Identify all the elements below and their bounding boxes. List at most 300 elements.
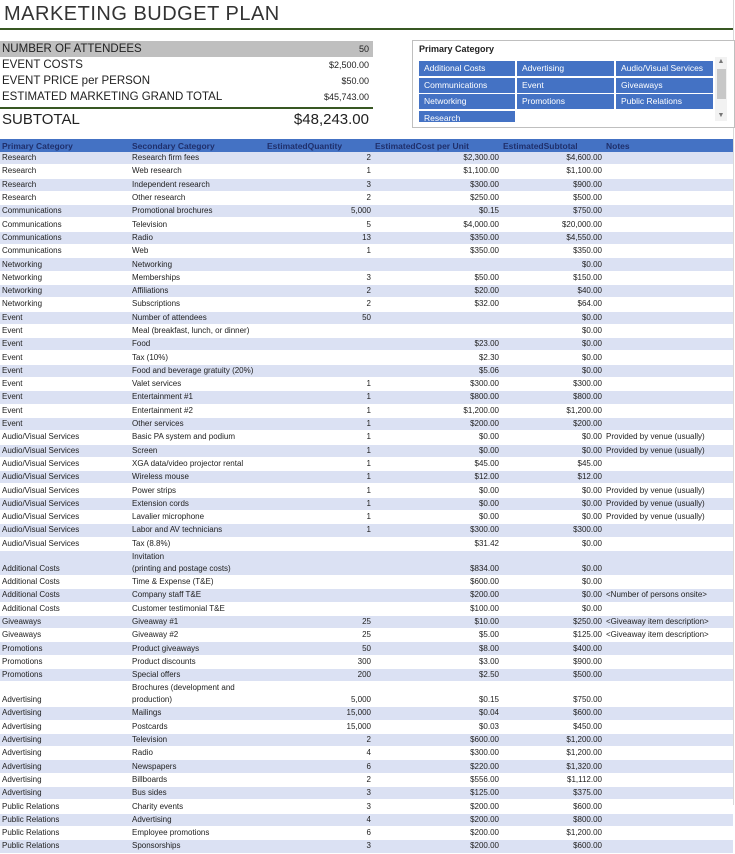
table-cell[interactable]: Television [130, 733, 265, 746]
table-cell[interactable]: 1 [265, 524, 373, 537]
table-cell[interactable]: $2.50 [373, 668, 501, 681]
table-cell[interactable]: Other research [130, 191, 265, 204]
table-cell[interactable]: $450.00 [501, 720, 604, 733]
table-cell[interactable]: Networking [0, 258, 130, 271]
table-cell[interactable]: Audio/Visual Services [0, 524, 130, 537]
table-cell[interactable]: Mailings [130, 707, 265, 720]
table-cell[interactable]: $125.00 [373, 787, 501, 800]
table-cell[interactable]: Tax (8.8%) [130, 537, 265, 550]
table-cell[interactable]: $5.00 [373, 629, 501, 642]
table-cell[interactable]: 3 [265, 271, 373, 284]
table-cell[interactable]: Employee promotions [130, 826, 265, 839]
table-cell[interactable]: Entertainment #2 [130, 404, 265, 417]
table-cell[interactable] [265, 589, 373, 602]
table-cell[interactable]: 1 [265, 431, 373, 444]
table-cell[interactable] [604, 813, 733, 826]
table-cell[interactable]: Giveaway #1 [130, 615, 265, 628]
table-cell[interactable]: $350.00 [373, 231, 501, 244]
table-cell[interactable] [604, 773, 733, 786]
slicer-item[interactable]: Additional Costs [419, 61, 515, 76]
table-cell[interactable] [604, 205, 733, 218]
table-cell[interactable] [604, 787, 733, 800]
table-cell[interactable]: $0.00 [501, 497, 604, 510]
table-cell[interactable]: $300.00 [501, 378, 604, 391]
table-cell[interactable]: <Number of persons onsite> [604, 589, 733, 602]
table-cell[interactable] [604, 191, 733, 204]
table-cell[interactable]: Lavalier microphone [130, 511, 265, 524]
table-cell[interactable]: $1,200.00 [501, 733, 604, 746]
table-cell[interactable]: Billboards [130, 773, 265, 786]
table-cell[interactable]: Television [130, 218, 265, 231]
table-cell[interactable]: Audio/Visual Services [0, 497, 130, 510]
table-cell[interactable]: Research [0, 191, 130, 204]
table-cell[interactable]: 1 [265, 165, 373, 178]
table-cell[interactable]: 1 [265, 484, 373, 497]
table-cell[interactable]: Public Relations [0, 813, 130, 826]
table-cell[interactable]: $200.00 [373, 589, 501, 602]
table-cell[interactable]: Advertising [130, 813, 265, 826]
table-cell[interactable]: Promotions [0, 642, 130, 655]
table-cell[interactable]: Event [0, 378, 130, 391]
table-cell[interactable]: Public Relations [0, 800, 130, 813]
table-cell[interactable]: Number of attendees [130, 311, 265, 324]
table-cell[interactable]: Public Relations [0, 840, 130, 853]
table-cell[interactable]: Audio/Visual Services [0, 431, 130, 444]
table-cell[interactable] [604, 720, 733, 733]
table-cell[interactable]: $0.00 [373, 444, 501, 457]
table-cell[interactable]: Company staff T&E [130, 589, 265, 602]
table-cell[interactable] [604, 152, 733, 165]
table-cell[interactable]: Audio/Visual Services [0, 471, 130, 484]
table-cell[interactable]: $375.00 [501, 787, 604, 800]
table-cell[interactable]: <Giveaway item description> [604, 615, 733, 628]
table-cell[interactable]: Advertising [0, 707, 130, 720]
table-cell[interactable]: $800.00 [501, 813, 604, 826]
table-cell[interactable]: $300.00 [373, 747, 501, 760]
table-cell[interactable]: Advertising [0, 682, 130, 707]
table-cell[interactable] [604, 338, 733, 351]
table-cell[interactable]: Brochures (development and production) [130, 682, 265, 707]
table-cell[interactable]: $200.00 [373, 840, 501, 853]
table-cell[interactable] [265, 575, 373, 588]
table-cell[interactable]: Additional Costs [0, 589, 130, 602]
column-header[interactable]: EstimatedCost per Unit [373, 139, 501, 152]
table-cell[interactable]: 2 [265, 191, 373, 204]
table-cell[interactable] [265, 351, 373, 364]
attendees-value[interactable]: 50 [358, 44, 369, 54]
slicer-item[interactable]: Advertising [517, 61, 614, 76]
table-cell[interactable]: Communications [0, 218, 130, 231]
table-cell[interactable]: $150.00 [501, 271, 604, 284]
slicer-item[interactable]: Event [517, 78, 614, 93]
table-cell[interactable] [604, 457, 733, 470]
table-cell[interactable]: Other services [130, 417, 265, 430]
table-cell[interactable]: Postcards [130, 720, 265, 733]
table-cell[interactable] [604, 655, 733, 668]
table-cell[interactable]: $1,200.00 [501, 826, 604, 839]
table-cell[interactable]: 1 [265, 404, 373, 417]
table-cell[interactable]: Research [0, 165, 130, 178]
slicer-scroll-thumb[interactable] [717, 69, 726, 99]
table-cell[interactable]: $12.00 [501, 471, 604, 484]
table-cell[interactable]: $750.00 [501, 205, 604, 218]
table-cell[interactable]: $300.00 [501, 524, 604, 537]
table-cell[interactable]: $125.00 [501, 629, 604, 642]
table-cell[interactable]: $0.15 [373, 682, 501, 707]
table-cell[interactable]: $20.00 [373, 284, 501, 297]
table-cell[interactable]: Promotions [0, 655, 130, 668]
table-cell[interactable] [604, 800, 733, 813]
table-cell[interactable]: $4,550.00 [501, 231, 604, 244]
table-cell[interactable]: Audio/Visual Services [0, 444, 130, 457]
table-cell[interactable]: Product discounts [130, 655, 265, 668]
table-cell[interactable] [604, 298, 733, 311]
table-cell[interactable]: XGA data/video projector rental [130, 457, 265, 470]
table-cell[interactable]: $45.00 [373, 457, 501, 470]
table-cell[interactable] [604, 417, 733, 430]
table-cell[interactable] [373, 311, 501, 324]
table-cell[interactable]: $100.00 [373, 602, 501, 615]
table-cell[interactable] [604, 271, 733, 284]
table-cell[interactable]: 50 [265, 642, 373, 655]
table-cell[interactable]: 4 [265, 747, 373, 760]
table-cell[interactable] [604, 284, 733, 297]
table-cell[interactable]: $800.00 [501, 391, 604, 404]
table-cell[interactable]: $200.00 [373, 813, 501, 826]
table-cell[interactable]: Valet services [130, 378, 265, 391]
table-cell[interactable]: $556.00 [373, 773, 501, 786]
table-cell[interactable]: $31.42 [373, 537, 501, 550]
table-cell[interactable]: 2 [265, 773, 373, 786]
table-cell[interactable]: $50.00 [373, 271, 501, 284]
table-cell[interactable]: Invitation (printing and postage costs) [130, 550, 265, 575]
table-cell[interactable]: Communications [0, 205, 130, 218]
table-cell[interactable] [604, 550, 733, 575]
table-cell[interactable]: Additional Costs [0, 550, 130, 575]
table-cell[interactable]: Additional Costs [0, 575, 130, 588]
table-cell[interactable]: Tax (10%) [130, 351, 265, 364]
table-cell[interactable]: Web [130, 245, 265, 258]
table-cell[interactable] [604, 840, 733, 853]
table-cell[interactable]: $64.00 [501, 298, 604, 311]
table-cell[interactable]: 4 [265, 813, 373, 826]
table-cell[interactable] [265, 537, 373, 550]
table-cell[interactable]: $0.00 [501, 431, 604, 444]
column-header[interactable]: Secondary Category [130, 139, 265, 152]
table-cell[interactable]: Labor and AV technicians [130, 524, 265, 537]
table-cell[interactable] [604, 747, 733, 760]
table-cell[interactable]: Event [0, 324, 130, 337]
table-cell[interactable]: $10.00 [373, 615, 501, 628]
table-cell[interactable]: $300.00 [373, 524, 501, 537]
table-cell[interactable]: 3 [265, 178, 373, 191]
table-cell[interactable] [604, 178, 733, 191]
table-cell[interactable] [604, 378, 733, 391]
scroll-down-icon[interactable]: ▼ [717, 112, 725, 119]
event-price-row[interactable] [0, 73, 373, 89]
table-cell[interactable]: $32.00 [373, 298, 501, 311]
table-cell[interactable]: $0.00 [501, 511, 604, 524]
table-cell[interactable] [604, 602, 733, 615]
table-cell[interactable]: $0.00 [501, 351, 604, 364]
table-cell[interactable]: $200.00 [373, 800, 501, 813]
table-cell[interactable] [604, 231, 733, 244]
table-cell[interactable]: Independent research [130, 178, 265, 191]
table-cell[interactable] [604, 165, 733, 178]
table-cell[interactable] [265, 324, 373, 337]
table-cell[interactable]: 1 [265, 417, 373, 430]
table-cell[interactable]: Provided by venue (usually) [604, 497, 733, 510]
table-cell[interactable] [604, 404, 733, 417]
table-cell[interactable]: $1,200.00 [501, 747, 604, 760]
table-cell[interactable]: $0.00 [501, 537, 604, 550]
table-cell[interactable]: 1 [265, 444, 373, 457]
table-cell[interactable]: $350.00 [501, 245, 604, 258]
table-cell[interactable] [373, 258, 501, 271]
table-cell[interactable]: $500.00 [501, 668, 604, 681]
table-cell[interactable]: $0.00 [501, 258, 604, 271]
table-cell[interactable] [265, 602, 373, 615]
table-cell[interactable]: 6 [265, 826, 373, 839]
table-cell[interactable]: Extension cords [130, 497, 265, 510]
table-cell[interactable]: $220.00 [373, 760, 501, 773]
table-cell[interactable]: $350.00 [373, 245, 501, 258]
table-cell[interactable]: $900.00 [501, 655, 604, 668]
table-cell[interactable]: $0.00 [373, 431, 501, 444]
table-cell[interactable]: $0.04 [373, 707, 501, 720]
table-cell[interactable] [604, 245, 733, 258]
table-cell[interactable]: Newspapers [130, 760, 265, 773]
table-cell[interactable]: Communications [0, 231, 130, 244]
table-cell[interactable] [604, 324, 733, 337]
table-cell[interactable]: $5.06 [373, 364, 501, 377]
table-cell[interactable]: Sponsorships [130, 840, 265, 853]
table-cell[interactable]: Research [0, 152, 130, 165]
grand-total-value[interactable]: $45,743.00 [323, 92, 369, 102]
table-cell[interactable]: $1,200.00 [501, 404, 604, 417]
table-cell[interactable]: 300 [265, 655, 373, 668]
table-cell[interactable]: Promotional brochures [130, 205, 265, 218]
table-cell[interactable]: 15,000 [265, 720, 373, 733]
table-cell[interactable]: Bus sides [130, 787, 265, 800]
table-cell[interactable]: $3.00 [373, 655, 501, 668]
table-cell[interactable] [604, 682, 733, 707]
table-cell[interactable]: $1,100.00 [373, 165, 501, 178]
table-cell[interactable]: 2 [265, 152, 373, 165]
table-cell[interactable]: 25 [265, 615, 373, 628]
table-cell[interactable]: Networking [0, 271, 130, 284]
table-cell[interactable]: $20,000.00 [501, 218, 604, 231]
column-header[interactable]: Primary Category [0, 139, 130, 152]
table-cell[interactable]: $4,000.00 [373, 218, 501, 231]
table-cell[interactable]: Event [0, 364, 130, 377]
table-cell[interactable]: $200.00 [501, 417, 604, 430]
table-cell[interactable]: $200.00 [373, 417, 501, 430]
table-cell[interactable]: 2 [265, 298, 373, 311]
subtotal-row[interactable] [0, 107, 373, 131]
table-cell[interactable]: $0.00 [373, 511, 501, 524]
table-cell[interactable]: 6 [265, 760, 373, 773]
table-cell[interactable]: $8.00 [373, 642, 501, 655]
table-cell[interactable]: $0.00 [501, 311, 604, 324]
table-cell[interactable]: $0.03 [373, 720, 501, 733]
table-cell[interactable]: Advertising [0, 773, 130, 786]
table-cell[interactable]: $600.00 [501, 840, 604, 853]
table-cell[interactable] [604, 351, 733, 364]
table-cell[interactable]: 1 [265, 245, 373, 258]
table-cell[interactable]: $300.00 [373, 178, 501, 191]
table-cell[interactable]: Food and beverage gratuity (20%) [130, 364, 265, 377]
table-cell[interactable]: Food [130, 338, 265, 351]
table-cell[interactable]: $0.00 [373, 484, 501, 497]
table-cell[interactable]: $2,300.00 [373, 152, 501, 165]
slicer-item[interactable]: Networking [419, 94, 515, 109]
table-cell[interactable]: $12.00 [373, 471, 501, 484]
table-cell[interactable]: 1 [265, 391, 373, 404]
table-cell[interactable]: Additional Costs [0, 602, 130, 615]
table-cell[interactable]: Public Relations [0, 826, 130, 839]
table-cell[interactable]: $0.00 [501, 444, 604, 457]
table-cell[interactable] [265, 364, 373, 377]
table-cell[interactable]: $500.00 [501, 191, 604, 204]
table-cell[interactable]: $0.00 [501, 484, 604, 497]
event-price-value[interactable]: $50.00 [341, 76, 369, 86]
table-cell[interactable]: $0.00 [501, 550, 604, 575]
table-cell[interactable]: $800.00 [373, 391, 501, 404]
table-cell[interactable]: 5,000 [265, 205, 373, 218]
table-cell[interactable]: Basic PA system and podium [130, 431, 265, 444]
table-cell[interactable]: $1,200.00 [373, 404, 501, 417]
table-cell[interactable]: Advertising [0, 733, 130, 746]
table-cell[interactable]: $300.00 [373, 378, 501, 391]
table-cell[interactable]: $0.00 [501, 602, 604, 615]
attendees-row[interactable] [0, 41, 373, 57]
table-cell[interactable] [604, 364, 733, 377]
table-cell[interactable]: Promotions [0, 668, 130, 681]
table-cell[interactable]: Audio/Visual Services [0, 537, 130, 550]
table-cell[interactable] [604, 391, 733, 404]
table-cell[interactable]: 2 [265, 733, 373, 746]
table-cell[interactable]: Radio [130, 747, 265, 760]
table-cell[interactable]: Customer testimonial T&E [130, 602, 265, 615]
table-cell[interactable]: 1 [265, 378, 373, 391]
table-cell[interactable]: Networking [130, 258, 265, 271]
table-cell[interactable]: Provided by venue (usually) [604, 484, 733, 497]
table-cell[interactable]: Special offers [130, 668, 265, 681]
table-cell[interactable] [604, 760, 733, 773]
table-cell[interactable]: 25 [265, 629, 373, 642]
table-cell[interactable]: 5 [265, 218, 373, 231]
table-cell[interactable]: 15,000 [265, 707, 373, 720]
table-cell[interactable]: Wireless mouse [130, 471, 265, 484]
table-cell[interactable] [604, 537, 733, 550]
table-cell[interactable]: $45.00 [501, 457, 604, 470]
table-cell[interactable]: $834.00 [373, 550, 501, 575]
table-cell[interactable] [604, 218, 733, 231]
table-cell[interactable]: $750.00 [501, 682, 604, 707]
table-cell[interactable]: Audio/Visual Services [0, 511, 130, 524]
table-cell[interactable]: Event [0, 338, 130, 351]
table-cell[interactable]: Product giveaways [130, 642, 265, 655]
event-costs-row[interactable] [0, 57, 373, 73]
column-header[interactable]: EstimatedQuantity [265, 139, 373, 152]
table-cell[interactable]: Networking [0, 284, 130, 297]
table-cell[interactable]: $0.00 [501, 324, 604, 337]
table-cell[interactable]: 3 [265, 800, 373, 813]
table-cell[interactable] [604, 471, 733, 484]
table-cell[interactable]: 13 [265, 231, 373, 244]
slicer-item[interactable]: Audio/Visual Services [616, 61, 713, 76]
table-cell[interactable]: Provided by venue (usually) [604, 431, 733, 444]
table-cell[interactable]: $40.00 [501, 284, 604, 297]
table-cell[interactable]: $250.00 [373, 191, 501, 204]
table-cell[interactable]: $23.00 [373, 338, 501, 351]
slicer-item[interactable]: Promotions [517, 94, 614, 109]
table-cell[interactable]: $900.00 [501, 178, 604, 191]
table-cell[interactable] [604, 668, 733, 681]
table-cell[interactable]: $0.00 [501, 589, 604, 602]
table-cell[interactable]: $600.00 [373, 575, 501, 588]
table-cell[interactable]: Power strips [130, 484, 265, 497]
table-cell[interactable]: Screen [130, 444, 265, 457]
table-cell[interactable]: $200.00 [373, 826, 501, 839]
table-cell[interactable]: $1,112.00 [501, 773, 604, 786]
table-cell[interactable]: Audio/Visual Services [0, 457, 130, 470]
table-cell[interactable]: 1 [265, 457, 373, 470]
table-cell[interactable]: $2.30 [373, 351, 501, 364]
slicer-item[interactable]: Giveaways [616, 78, 713, 93]
table-cell[interactable]: Memberships [130, 271, 265, 284]
table-cell[interactable] [604, 826, 733, 839]
table-cell[interactable]: Provided by venue (usually) [604, 444, 733, 457]
table-cell[interactable]: $600.00 [501, 800, 604, 813]
table-cell[interactable]: Advertising [0, 760, 130, 773]
table-cell[interactable]: 2 [265, 284, 373, 297]
slicer-item[interactable]: Communications [419, 78, 515, 93]
table-cell[interactable]: Time & Expense (T&E) [130, 575, 265, 588]
table-cell[interactable]: Giveaways [0, 615, 130, 628]
slicer-item[interactable]: Public Relations [616, 94, 713, 109]
table-cell[interactable]: $0.00 [501, 364, 604, 377]
table-cell[interactable]: 3 [265, 840, 373, 853]
table-cell[interactable]: Research firm fees [130, 152, 265, 165]
subtotal-value[interactable]: $48,243.00 [293, 111, 369, 128]
table-cell[interactable]: Provided by venue (usually) [604, 511, 733, 524]
table-cell[interactable] [604, 707, 733, 720]
table-cell[interactable]: $1,320.00 [501, 760, 604, 773]
table-cell[interactable]: 1 [265, 471, 373, 484]
table-cell[interactable] [265, 258, 373, 271]
table-cell[interactable]: Event [0, 417, 130, 430]
table-cell[interactable]: Subscriptions [130, 298, 265, 311]
table-cell[interactable]: Advertising [0, 747, 130, 760]
table-cell[interactable]: Communications [0, 245, 130, 258]
table-cell[interactable]: $400.00 [501, 642, 604, 655]
table-cell[interactable]: $0.00 [501, 338, 604, 351]
table-cell[interactable]: 50 [265, 311, 373, 324]
table-cell[interactable] [265, 550, 373, 575]
table-cell[interactable]: <Giveaway item description> [604, 629, 733, 642]
scroll-up-icon[interactable]: ▲ [717, 58, 725, 65]
table-cell[interactable]: Advertising [0, 787, 130, 800]
table-cell[interactable]: Meal (breakfast, lunch, or dinner) [130, 324, 265, 337]
table-cell[interactable]: $600.00 [373, 733, 501, 746]
grand-total-row[interactable] [0, 89, 373, 105]
table-cell[interactable] [604, 311, 733, 324]
table-cell[interactable]: $1,100.00 [501, 165, 604, 178]
table-cell[interactable] [604, 524, 733, 537]
table-cell[interactable]: Research [0, 178, 130, 191]
